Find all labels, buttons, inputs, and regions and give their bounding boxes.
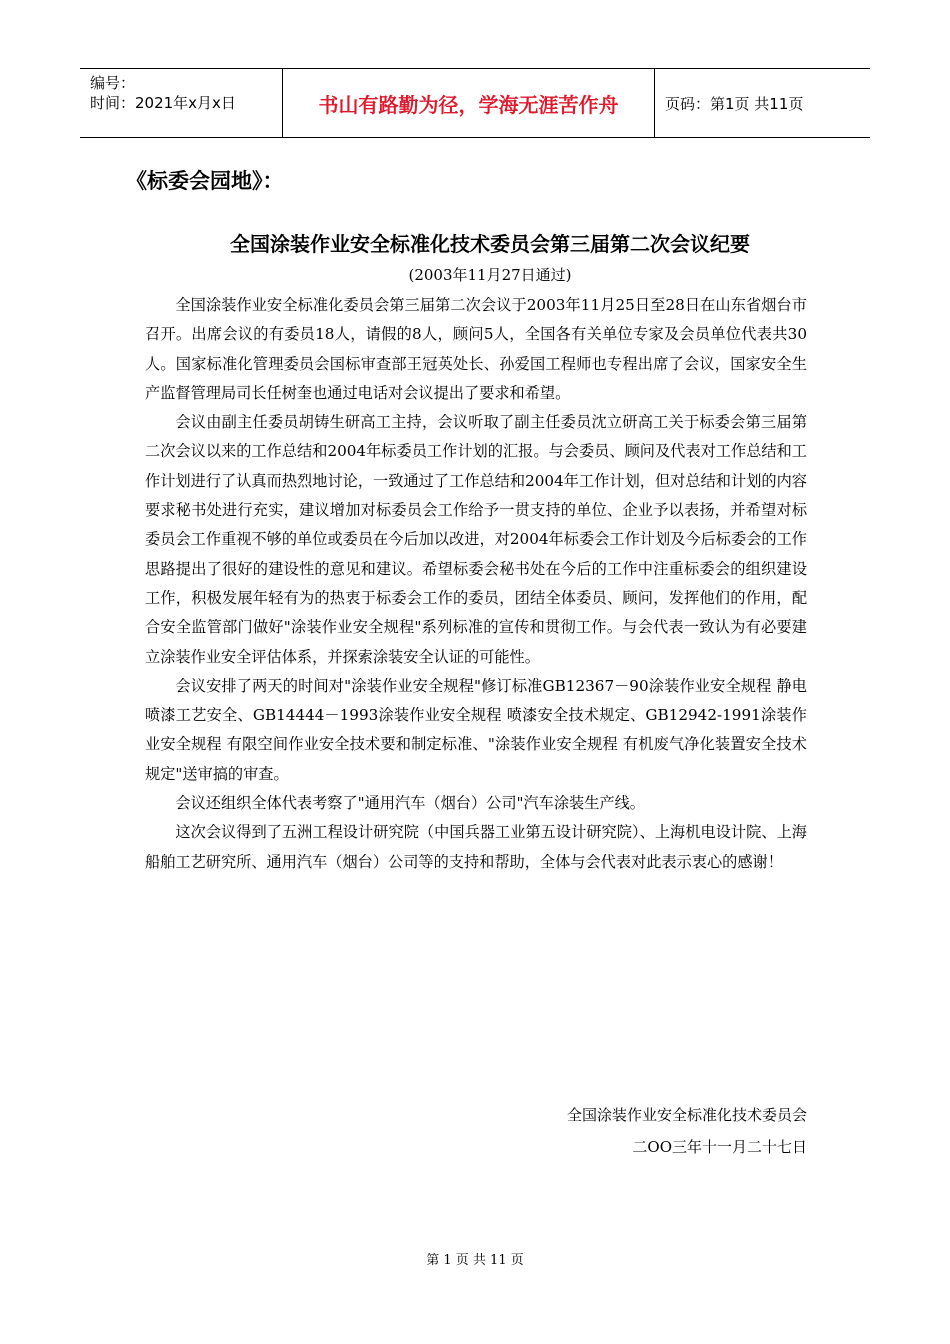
header-meta — [80, 69, 282, 137]
paragraph: 会议由副主任委员胡铸生研高工主持，会议听取了副主任委员沈立研高工关于标委会第三届第二次会议以来的工作总结和2004年标委员工作计划的汇报。与会委员、顾问及代表对工作总结和工作计划进行了认真而热烈地讨论，一致通过了工作总结和2004年工作计划，但对总结和计划的内容要求秘书处进行充实，建议增加对标委员会工作给予一贯支持的单位、企业予以表扬，并希望对标委员会工作重视不够的单位或委员在今后加以改进，对2004年标委会工作计划及今后标委会的工作思路提出了很好的建设性的意见和建议。希望标委会秘书处在今后的工作中注重标委会的组织建设工作，积极发展年轻有为的热衷于标委会工作的委员，团结全体委员、顾问，发挥他们的作用，配合安全监管部门做好"涂装作业安全规程"系列标准的宣传和贯彻工作。与会代表一致认为有必要建立涂装作业安全评估体系，并探索涂装安全认证的可能性。 — [145, 413, 807, 666]
page-header — [80, 68, 870, 138]
paragraph: 全国涂装作业安全标准化委员会第三届第二次会议于2003年11月25日至28日在山东省烟台市召开。出席会议的有委员18人，请假的8人，顾问5人，全国各有关单位专家及会员单位代表共30人。国家标准化管理委员会国标审查部王冠英处长、孙爱国工程师也专程出席了会议，国家安全生产监督管理局司长任树奎也通过电话对会议提出了要求和希望。 — [145, 296, 807, 402]
signature-org: 全国涂装作业安全标准化技术委员会 — [566, 1106, 807, 1124]
page-footer: 第 1 页 共 11 页 — [426, 1253, 524, 1268]
signature-block — [567, 1099, 807, 1163]
section-title: 《标委会园地》： — [126, 169, 284, 193]
document-body — [145, 291, 807, 877]
number-label: 编号： — [90, 74, 136, 92]
paragraph: 会议还组织全体代表考察了"通用汽车（烟台）公司"汽车涂装生产线。 — [175, 794, 645, 813]
paragraph: 会议安排了两天的时间对"涂装作业安全规程"修订标准GB12367－90涂装作业安全规程 静电喷漆工艺安全、GB14444－1993涂装作业安全规程 喷漆安全技术规定、GB12942-1991涂装作业安全规程 有限空间作业安全技术要和制定标准、"涂装作业安全规程 有机废气净化装置安全技术规定"送审搞的审查。 — [145, 676, 807, 783]
signature-date: 二OO三年十一月二十七日 — [632, 1138, 807, 1156]
header-page-label: 页码：第1页 共11页 — [665, 94, 804, 113]
document-date: (2003年11月27日通过) — [408, 266, 572, 284]
paragraph: 这次会议得到了五洲工程设计研究院（中国兵器工业第五设计研究院）、上海机电设计院、上海船舶工艺研究所、通用汽车（烟台）公司等的支持和帮助，全体与会代表对此表示衷心的感谢！ — [145, 823, 807, 871]
time-label: 时间：2021年x月x日 — [90, 94, 236, 112]
document-title: 全国涂装作业安全标准化技术委员会第三届第二次会议纪要 — [230, 232, 750, 256]
header-motto: 书山有路勤为径，学海无涯苦作舟 — [282, 69, 655, 137]
